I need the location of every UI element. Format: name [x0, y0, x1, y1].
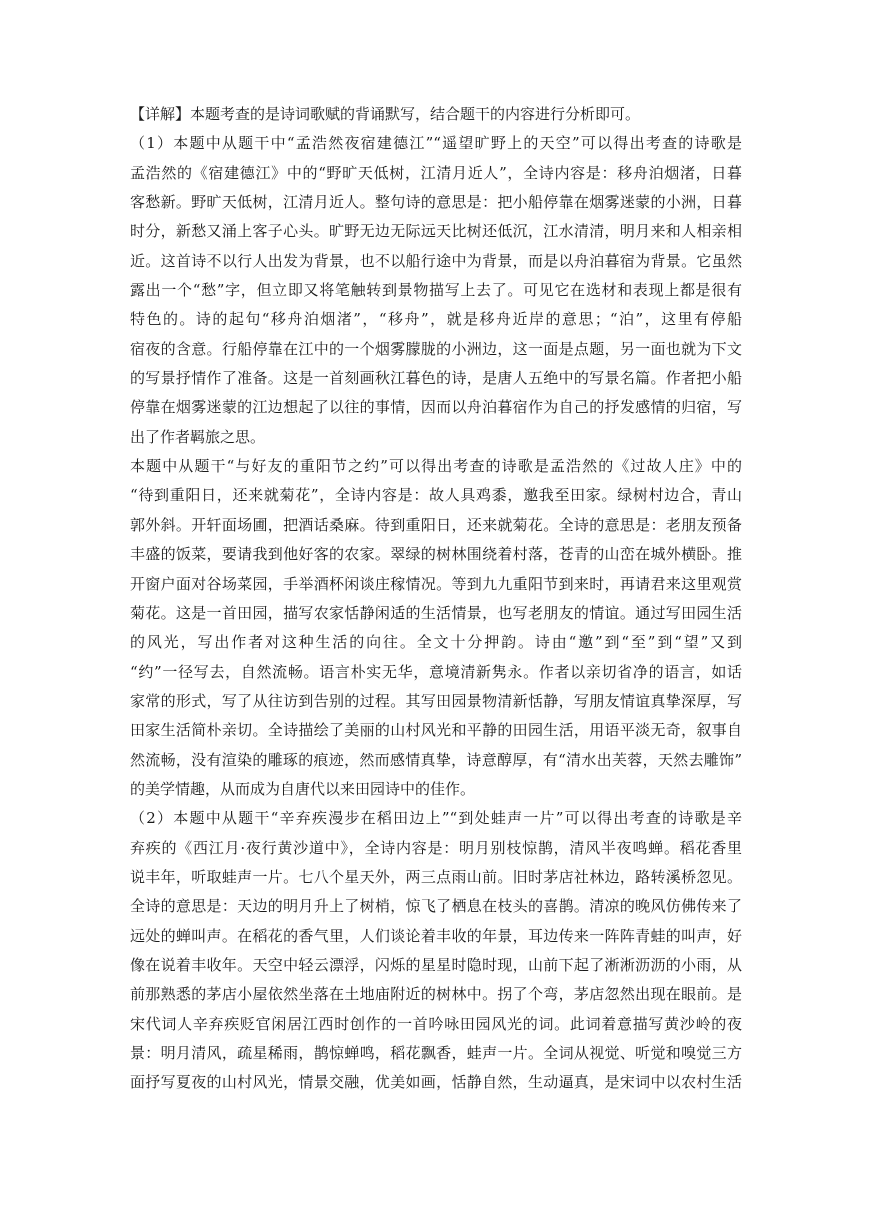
text-line: 远处的蝉叫声。在稻花的香气里，人们谈论着丰收的年景，耳边传来一阵阵青蛙的叫声，好: [130, 926, 742, 945]
text-line: 的写景抒情作了准备。这是一首刻画秋江暮色的诗，是唐人五绝中的写景名篇。作者把小船: [130, 369, 742, 388]
text-line: 特色的。诗的起句“移舟泊烟渚”，“移舟”，就是移舟近岸的意思；“泊”，这里有停船: [130, 310, 742, 329]
text-line: 开窗户面对谷场菜园，手举酒杯闲谈庄稼情况。等到九九重阳节到来时，再请君来这里观赏: [130, 574, 742, 593]
text-line: 停靠在烟雾迷蒙的江边想起了以往的事情，因而以舟泊暮宿作为自己的抒发感情的归宿，写: [130, 398, 742, 417]
text-line: 弃疾的《西江月·夜行黄沙道中》，全诗内容是：明月别枝惊鹊，清风半夜鸣蝉。稻花香里: [130, 838, 742, 857]
text-line: 说丰年，听取蛙声一片。七八个星天外，两三点雨山前。旧时茅店社林边，路转溪桥忽见。: [130, 867, 742, 886]
text-line: 【详解】本题考查的是诗词歌赋的背诵默写，结合题干的内容进行分析即可。: [130, 105, 641, 123]
text-line: 的美学情趣，从而成为自唐代以来田园诗中的佳作。: [130, 779, 476, 798]
text-line: 田家生活简朴亲切。全诗描绘了美丽的山村风光和平静的田园生活，用语平淡无奇，叙事自: [130, 721, 742, 740]
text-line: 本题中从题干“与好友的重阳节之约”可以得出考查的诗歌是孟浩然的《过故人庄》中的: [130, 457, 742, 476]
text-line: 家常的形式，写了从往访到告别的过程。其写田园景物清新恬静，写朋友情谊真挚深厚，写: [130, 691, 742, 710]
document-page: [130, 100, 742, 1098]
text-line: （1）本题中从题干中“孟浩然夜宿建德江”“遥望旷野上的天空”可以得出考查的诗歌是: [130, 134, 742, 153]
text-line: 宋代词人辛弃疾贬官闲居江西时创作的一首吟咏田园风光的词。此词着意描写黄沙岭的夜: [130, 1014, 742, 1033]
text-line: 丰盛的饭菜，要请我到他好客的农家。翠绿的树林围绕着村落，苍青的山峦在城外横卧。推: [130, 545, 742, 564]
text-line: “待到重阳日，还来就菊花”，全诗内容是：故人具鸡黍，邀我至田家。绿树村边合，青山: [130, 486, 742, 505]
text-line: 然流畅，没有渲染的雕琢的痕迹，然而感情真挚，诗意醇厚，有“清水出芙蓉，天然去雕饰”: [130, 750, 742, 769]
text-line: 像在说着丰收年。天空中轻云漂浮，闪烁的星星时隐时现，山前下起了淅淅沥沥的小雨，从: [130, 955, 742, 974]
text-line: 宿夜的含意。行船停靠在江中的一个烟雾朦胧的小洲边，这一面是点题，另一面也就为下文: [130, 339, 742, 358]
text-line: 全诗的意思是：天边的明月升上了树梢，惊飞了栖息在枝头的喜鹊。清凉的晚风仿佛传来了: [130, 897, 742, 916]
text-line: 前那熟悉的茅店小屋依然坐落在土地庙附近的树林中。拐了个弯，茅店忽然出现在眼前。是: [130, 985, 742, 1004]
text-line: 菊花。这是一首田园，描写农家恬静闲适的生活情景，也写老朋友的情谊。通过写田园生活: [130, 603, 742, 622]
text-line: （2）本题中从题干“辛弃疾漫步在稻田边上”“到处蛙声一片”可以得出考查的诗歌是辛: [130, 809, 742, 828]
text-line: 近。这首诗不以行人出发为背景，也不以船行途中为背景，而是以舟泊暮宿为背景。它虽然: [130, 251, 742, 270]
text-line: 孟浩然的《宿建德江》中的“野旷天低树，江清月近人”，全诗内容是：移舟泊烟渚，日暮: [130, 163, 742, 182]
text-line: 郭外斜。开轩面场圃，把酒话桑麻。待到重阳日，还来就菊花。全诗的意思是：老朋友预备: [130, 515, 742, 534]
text-line: 面抒写夏夜的山村风光，情景交融，优美如画，恬静自然，生动逼真，是宋词中以农村生活: [130, 1073, 742, 1092]
text-line: 的风光，写出作者对这种生活的向往。全文十分押韵。诗由“邀”到“至”到“望”又到: [130, 633, 742, 652]
text-line: 出了作者羁旅之思。: [130, 427, 266, 446]
text-line: “约”一径写去，自然流畅。语言朴实无华，意境清新隽永。作者以亲切省净的语言，如话: [130, 662, 742, 681]
text-line: 时分，新愁又涌上客子心头。旷野无边无际远天比树还低沉，江水清清，明月来和人相亲相: [130, 222, 742, 241]
text-line: 客愁新。野旷天低树，江清月近人。整句诗的意思是：把小船停靠在烟雾迷蒙的小洲，日暮: [130, 193, 742, 212]
text-line: 景：明月清风，疏星稀雨，鹊惊蝉鸣，稻花飘香，蛙声一片。全词从视觉、听觉和嗅觉三方: [130, 1044, 742, 1062]
text-line: 露出一个“愁”字，但立即又将笔触转到景物描写上去了。可见它在选材和表现上都是很有: [130, 281, 742, 300]
